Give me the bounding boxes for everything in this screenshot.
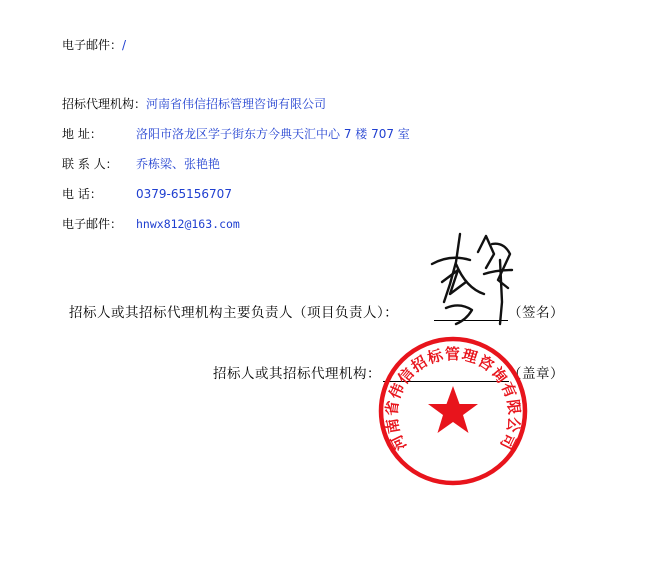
agency-contact-row <box>62 156 220 172</box>
prev-email-label: 电子邮件： <box>62 38 123 52</box>
prev-email-value: / <box>122 38 127 52</box>
agency-phone-row <box>62 186 232 202</box>
agency-address-row <box>62 126 410 142</box>
handwritten-signature <box>420 224 530 334</box>
agency-name-label: 招标代理机构： <box>62 97 147 111</box>
agency-contact-value: 乔栋梁、张艳艳 <box>136 157 221 171</box>
seal-text: 河南省伟信招标管理咨询有限公司 <box>382 344 524 454</box>
agency-name-row <box>62 96 326 112</box>
agency-contact-label: 联 系 人： <box>62 157 118 171</box>
official-seal <box>376 334 530 488</box>
agency-name-value: 河南省伟信招标管理咨询有限公司 <box>146 97 327 111</box>
agency-address-value: 洛阳市洛龙区学子街东方今典天汇中心 7 楼 707 室 <box>136 127 410 141</box>
seal-suffix: （盖章） <box>508 366 564 382</box>
seal-star-icon <box>428 386 478 433</box>
agency-email-value: hnwx812@163.com <box>136 217 240 231</box>
responsible-signature-label: 招标人或其招标代理机构主要负责人（项目负责人）： <box>69 305 399 321</box>
agency-address-label: 地 址： <box>62 127 102 141</box>
prev-email-row <box>62 37 126 53</box>
agency-phone-value: 0379-65156707 <box>136 187 232 201</box>
seal-label: 招标人或其招标代理机构： <box>213 366 381 382</box>
responsible-signature-suffix: （签名） <box>508 305 564 321</box>
agency-phone-label: 电 话： <box>62 187 102 201</box>
agency-email-row <box>62 216 240 232</box>
agency-email-label: 电子邮件： <box>62 217 123 231</box>
